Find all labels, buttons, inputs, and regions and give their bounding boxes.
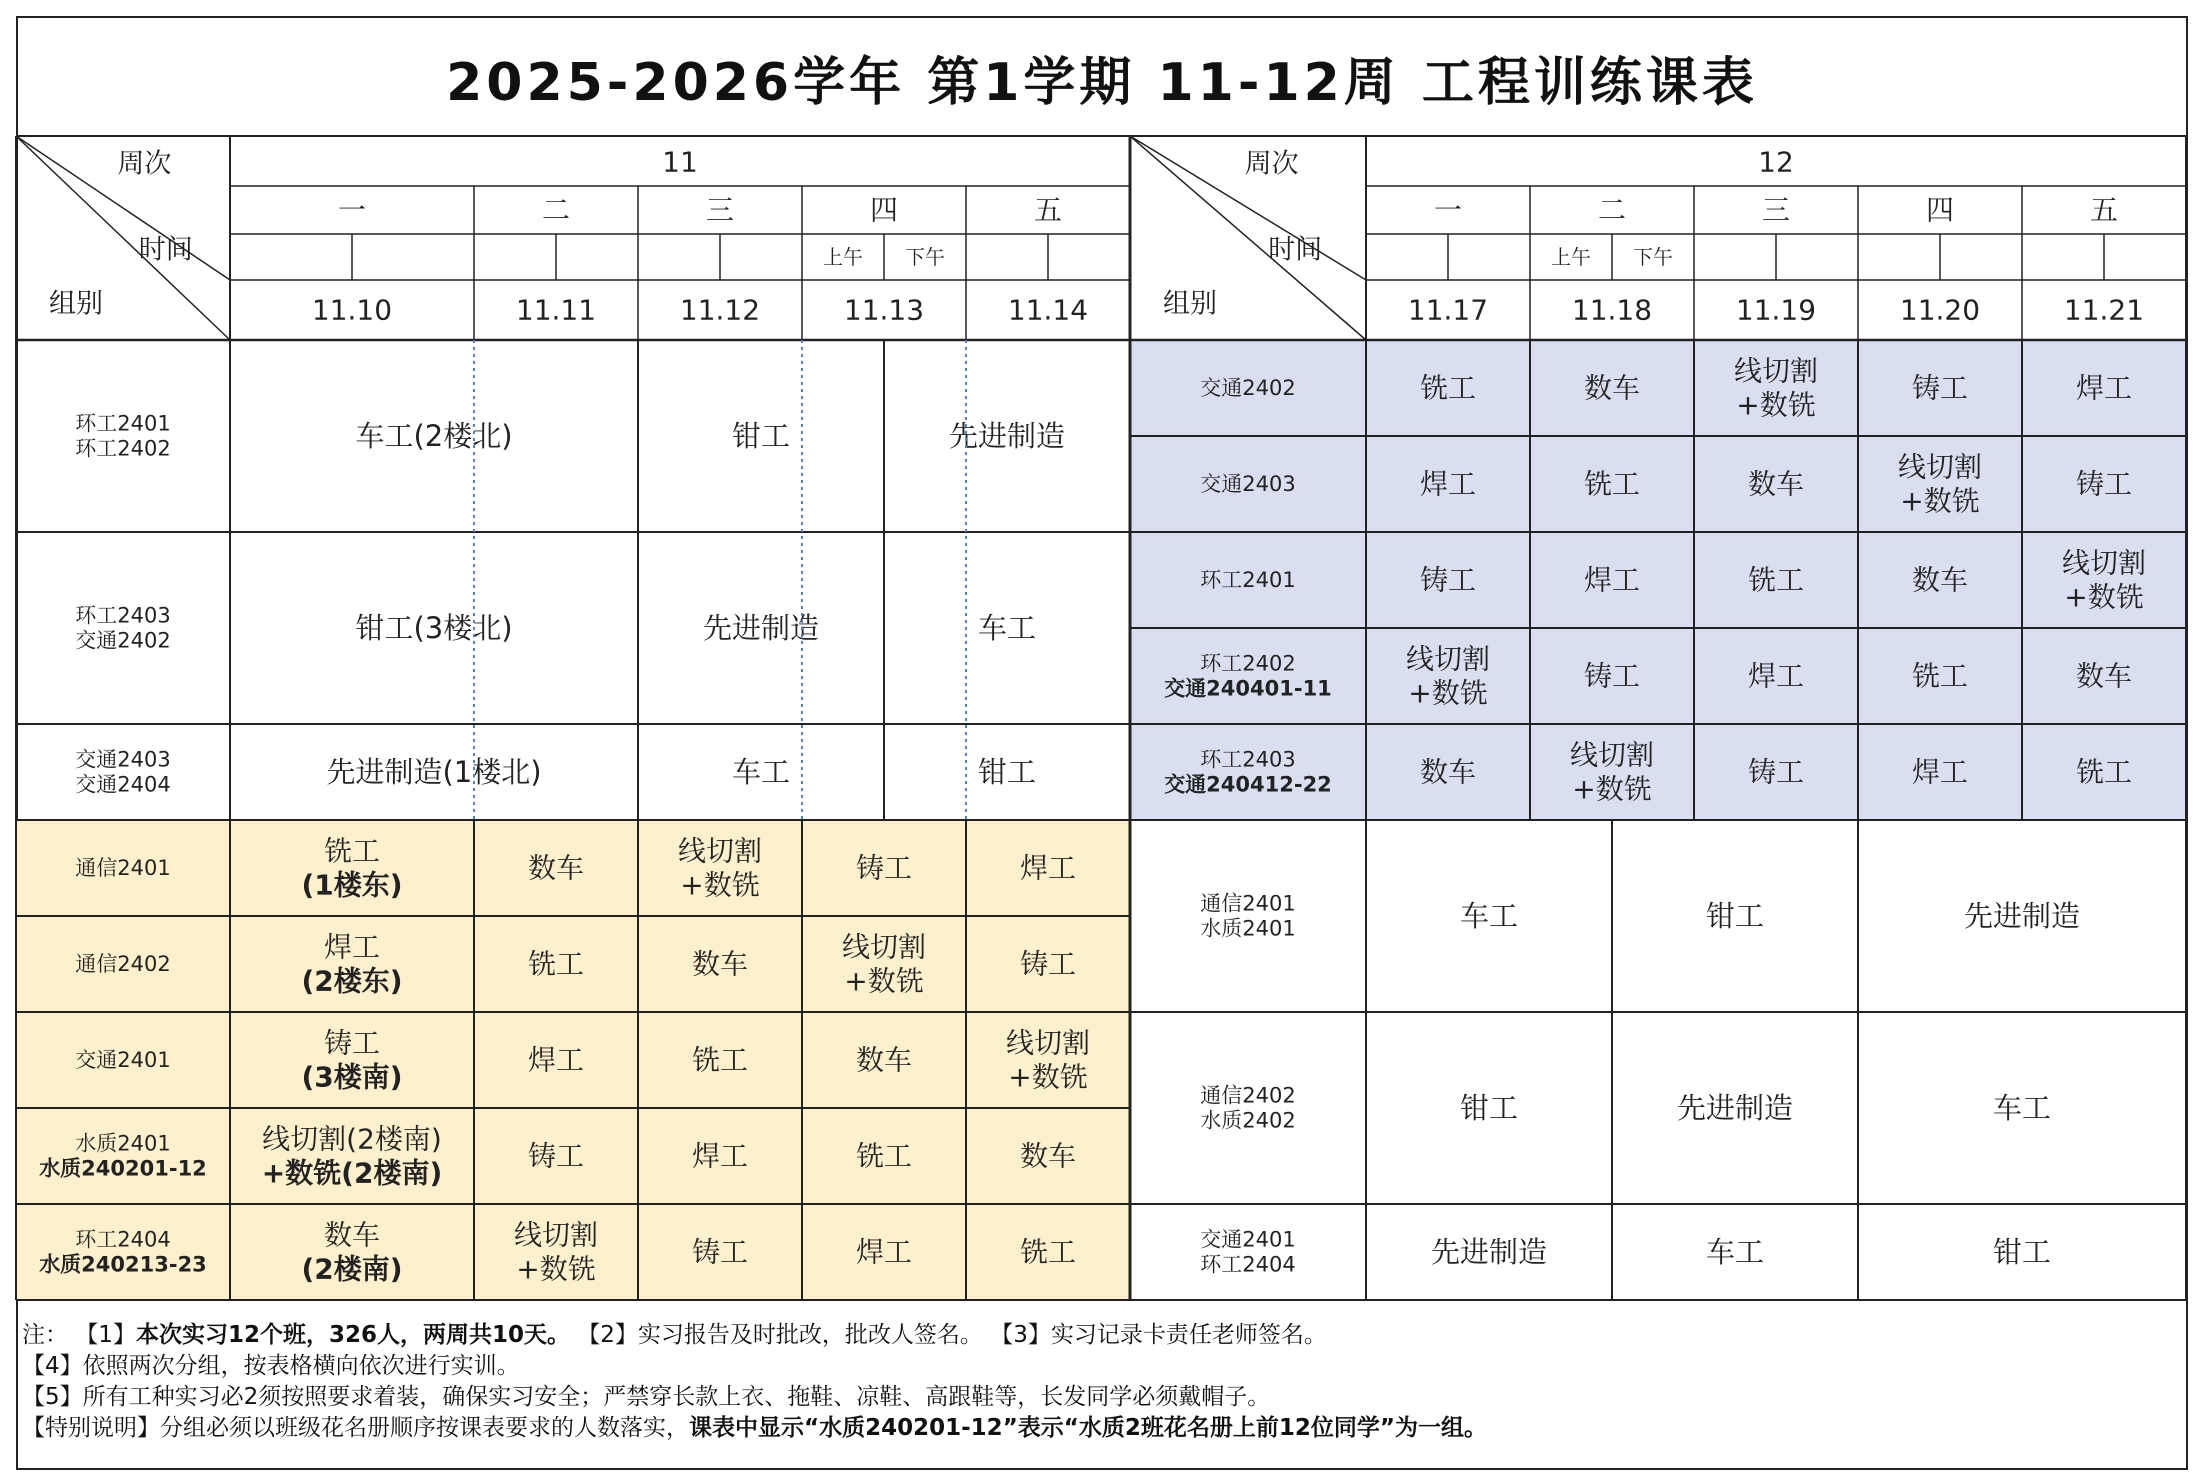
- note-line-4: 【特别说明】分组必须以班级花名册顺序按课表要求的人数落实，课表中显示“水质240201-12”表示“水质2班花名册上前12位同学”为一组。: [22, 1415, 1488, 1441]
- week11-lesson-2-1: 钳工(3楼北): [355, 611, 513, 645]
- week11-lesson-8-2: 线切割: [513, 1218, 599, 1252]
- week11-day-label-3: 三: [705, 193, 735, 227]
- week12-lesson-5-2: +数铣: [1572, 772, 1652, 806]
- week11-lesson-4-3: 线切割: [677, 834, 763, 868]
- week11-date-label-5: 11.14: [1007, 293, 1089, 327]
- week12-lesson-2-4: 线切割: [1897, 450, 1983, 484]
- notes-block: [22, 1320, 2172, 1444]
- week12-lesson-7-3: 车工: [1992, 1091, 2052, 1125]
- week12-lesson-8-1: 先进制造: [1430, 1235, 1548, 1269]
- week11-date-label-1: 11.10: [311, 293, 393, 327]
- week12-lesson-3-4: 数车: [1911, 563, 1969, 597]
- week12-date-label-1: 11.17: [1407, 293, 1489, 327]
- week11-group-label: 组别: [49, 288, 103, 320]
- week11-lesson-6-2: 焊工: [527, 1043, 585, 1077]
- week12-lesson-4-2: 铸工: [1583, 659, 1641, 693]
- week12-time-label: 时间: [1268, 234, 1323, 266]
- week11-lesson-7-1: +数铣(2楼南): [261, 1156, 443, 1190]
- week11-group-7: 水质2401: [75, 1131, 171, 1156]
- week11-date-label-4: 11.13: [843, 293, 925, 327]
- week12-lesson-3-3: 铣工: [1747, 563, 1805, 597]
- week12-lesson-3-1: 铸工: [1419, 563, 1477, 597]
- week12-lesson-5-4: 焊工: [1911, 755, 1969, 789]
- week11-lesson-7-1: 线切割(2楼南): [262, 1122, 442, 1156]
- week12-lesson-6-2: 钳工: [1705, 899, 1765, 933]
- week11-group-8: 水质240213-23: [39, 1252, 207, 1277]
- week12-group-6: 水质2401: [1200, 916, 1296, 941]
- week11-lesson-5-5: 铸工: [1019, 947, 1077, 981]
- week11-lesson-7-4: 铣工: [855, 1139, 913, 1173]
- week11-lesson-3-3: 钳工: [977, 755, 1037, 789]
- week12-lesson-6-1: 车工: [1459, 899, 1519, 933]
- week12-lesson-1-3: +数铣: [1736, 388, 1816, 422]
- week12-lesson-2-5: 铸工: [2075, 467, 2133, 501]
- week12-date-label-4: 11.20: [1899, 293, 1981, 327]
- week11-group-1: 环工2402: [75, 436, 171, 461]
- week12-group-4: 环工2402: [1200, 651, 1296, 676]
- week11-group-7: 水质240201-12: [39, 1156, 207, 1181]
- week11-group-8: 环工2404: [75, 1227, 171, 1252]
- week11-lesson-2-3: 车工: [977, 611, 1037, 645]
- week11-group-3: 交通2403: [75, 747, 171, 772]
- week11-lesson-5-4: +数铣: [844, 964, 924, 998]
- week12-lesson-7-1: 钳工: [1459, 1091, 1519, 1125]
- week11-group-5: 通信2402: [75, 952, 171, 976]
- week12-day-label-2: 二: [1597, 193, 1627, 227]
- week11-group-2: 环工2403: [75, 603, 171, 628]
- week11-lesson-6-5: +数铣: [1008, 1060, 1088, 1094]
- week12-group-4: 交通240401-11: [1164, 676, 1332, 701]
- week11-am-label: 上午: [823, 245, 863, 269]
- week11-lesson-5-1: (2楼东): [301, 964, 403, 998]
- week11-day-label-5: 五: [1033, 193, 1063, 227]
- week11-lesson-5-2: 铣工: [527, 947, 585, 981]
- week12-group-5: 环工2403: [1200, 747, 1296, 772]
- week12-lesson-4-1: 线切割: [1405, 642, 1491, 676]
- week11-lesson-6-3: 铣工: [691, 1043, 749, 1077]
- week12-lesson-3-5: +数铣: [2064, 580, 2144, 614]
- week12-lesson-6-3: 先进制造: [1963, 899, 2081, 933]
- week12-lesson-2-3: 数车: [1747, 467, 1805, 501]
- week11-group-3: 交通2404: [75, 772, 171, 797]
- week12-lesson-1-5: 焊工: [2075, 371, 2133, 405]
- week12-lesson-5-3: 铸工: [1747, 755, 1805, 789]
- week11-lesson-8-1: (2楼南): [301, 1252, 403, 1286]
- week12-lesson-1-3: 线切割: [1733, 354, 1819, 388]
- week12-week-number: 12: [1758, 145, 1794, 179]
- week11-lesson-6-4: 数车: [855, 1043, 913, 1077]
- week11-lesson-7-2: 铸工: [527, 1139, 585, 1173]
- week11-lesson-1-1: 车工(2楼北): [355, 419, 513, 453]
- week12-group-2: 交通2403: [1200, 472, 1296, 496]
- week11-day-label-4: 四: [869, 193, 899, 227]
- week12-group-6: 通信2401: [1200, 891, 1296, 916]
- week12-lesson-8-2: 车工: [1705, 1235, 1765, 1269]
- week12-lesson-1-1: 铣工: [1419, 371, 1477, 405]
- week12-lesson-8-3: 钳工: [1992, 1235, 2052, 1269]
- week12-lesson-3-5: 线切割: [2061, 546, 2147, 580]
- note-line-1: 注： 【1】本次实习12个班，326人，两周共10天。 【2】实习报告及时批改，批改人签名。 【3】实习记录卡责任老师签名。: [22, 1322, 1327, 1348]
- week11-lesson-8-2: +数铣: [516, 1252, 596, 1286]
- week11-group-6: 交通2401: [75, 1048, 171, 1072]
- week12-day-label-4: 四: [1925, 193, 1955, 227]
- week12-group-8: 环工2404: [1200, 1252, 1296, 1277]
- week11-time-label: 时间: [138, 234, 193, 266]
- week11-lesson-7-5: 数车: [1019, 1139, 1077, 1173]
- week11-lesson-8-5: 铣工: [1019, 1235, 1077, 1269]
- week11-lesson-3-1: 先进制造(1楼北): [326, 755, 542, 789]
- week12-lesson-1-4: 铸工: [1911, 371, 1969, 405]
- week11-lesson-6-1: 铸工: [323, 1026, 381, 1060]
- week11-lesson-4-5: 焊工: [1019, 851, 1077, 885]
- week11-lesson-8-4: 焊工: [855, 1235, 913, 1269]
- week11-lesson-1-3: 先进制造: [948, 419, 1066, 453]
- week12-lesson-3-2: 焊工: [1583, 563, 1641, 597]
- week11-lesson-2-2: 先进制造: [702, 611, 820, 645]
- week11-lesson-4-2: 数车: [527, 851, 585, 885]
- week12-group-3: 环工2401: [1200, 568, 1296, 592]
- week11-week-number: 11: [662, 145, 698, 179]
- week12-lesson-4-1: +数铣: [1408, 676, 1488, 710]
- week12-am-label: 上午: [1551, 245, 1591, 269]
- week12-group-8: 交通2401: [1200, 1227, 1296, 1252]
- week11-group-1: 环工2401: [75, 411, 171, 436]
- week11-lesson-5-4: 线切割: [841, 930, 927, 964]
- week12-day-label-3: 三: [1761, 193, 1791, 227]
- week11-week-label: 周次: [117, 148, 172, 180]
- week12-day-label-1: 一: [1433, 193, 1463, 227]
- week12-lesson-2-4: +数铣: [1900, 484, 1980, 518]
- week12-lesson-7-2: 先进制造: [1676, 1091, 1794, 1125]
- week11-day-label-1: 一: [337, 193, 367, 227]
- week11-lesson-6-1: (3楼南): [301, 1060, 403, 1094]
- week12-date-label-2: 11.18: [1571, 293, 1653, 327]
- week12-day-label-5: 五: [2089, 193, 2119, 227]
- week11-lesson-4-1: 铣工: [323, 834, 381, 868]
- note-line-2: 【4】依照两次分组，按表格横向依次进行实训。: [22, 1353, 520, 1379]
- week12-group-label: 组别: [1163, 288, 1217, 320]
- week12-group-7: 通信2402: [1200, 1083, 1296, 1108]
- week12-week-label: 周次: [1244, 148, 1299, 180]
- week12-lesson-4-4: 铣工: [1911, 659, 1969, 693]
- week11-lesson-4-1: (1楼东): [301, 868, 403, 902]
- week11-group-2: 交通2402: [75, 628, 171, 653]
- week11-lesson-4-4: 铸工: [855, 851, 913, 885]
- week12-lesson-1-2: 数车: [1583, 371, 1641, 405]
- week11-date-label-2: 11.11: [515, 293, 597, 327]
- week11-lesson-8-3: 铸工: [691, 1235, 749, 1269]
- note-line-3: 【5】所有工种实习必2须按照要求着装，确保实习安全；严禁穿长款上衣、拖鞋、凉鞋、高跟鞋等，长发同学必须戴帽子。: [22, 1384, 1271, 1410]
- week12-lesson-5-1: 数车: [1419, 755, 1477, 789]
- week11-lesson-6-5: 线切割: [1005, 1026, 1091, 1060]
- page-title: 2025-2026学年 第1学期 11-12周 工程训练课表: [446, 53, 1758, 113]
- week11-day-label-2: 二: [541, 193, 571, 227]
- week11-lesson-3-2: 车工: [731, 755, 791, 789]
- week11-lesson-7-3: 焊工: [691, 1139, 749, 1173]
- week12-lesson-2-1: 焊工: [1419, 467, 1477, 501]
- week11-lesson-8-1: 数车: [323, 1218, 381, 1252]
- week12-lesson-5-5: 铣工: [2075, 755, 2133, 789]
- week11-lesson-5-3: 数车: [691, 947, 749, 981]
- week12-pm-label: 下午: [1633, 245, 1673, 269]
- week11-date-label-3: 11.12: [679, 293, 761, 327]
- week12-group-1: 交通2402: [1200, 376, 1296, 400]
- week11-lesson-1-2: 钳工: [731, 419, 791, 453]
- week12-lesson-5-2: 线切割: [1569, 738, 1655, 772]
- week11-lesson-5-1: 焊工: [323, 930, 381, 964]
- week12-lesson-4-5: 数车: [2075, 659, 2133, 693]
- week12-date-label-5: 11.21: [2063, 293, 2145, 327]
- week12-group-7: 水质2402: [1200, 1108, 1296, 1133]
- week11-group-4: 通信2401: [75, 856, 171, 880]
- week11-pm-label: 下午: [905, 245, 945, 269]
- week12-lesson-4-3: 焊工: [1747, 659, 1805, 693]
- week11-lesson-4-3: +数铣: [680, 868, 760, 902]
- week12-group-5: 交通240412-22: [1164, 772, 1332, 797]
- week12-lesson-2-2: 铣工: [1583, 467, 1641, 501]
- week12-date-label-3: 11.19: [1735, 293, 1817, 327]
